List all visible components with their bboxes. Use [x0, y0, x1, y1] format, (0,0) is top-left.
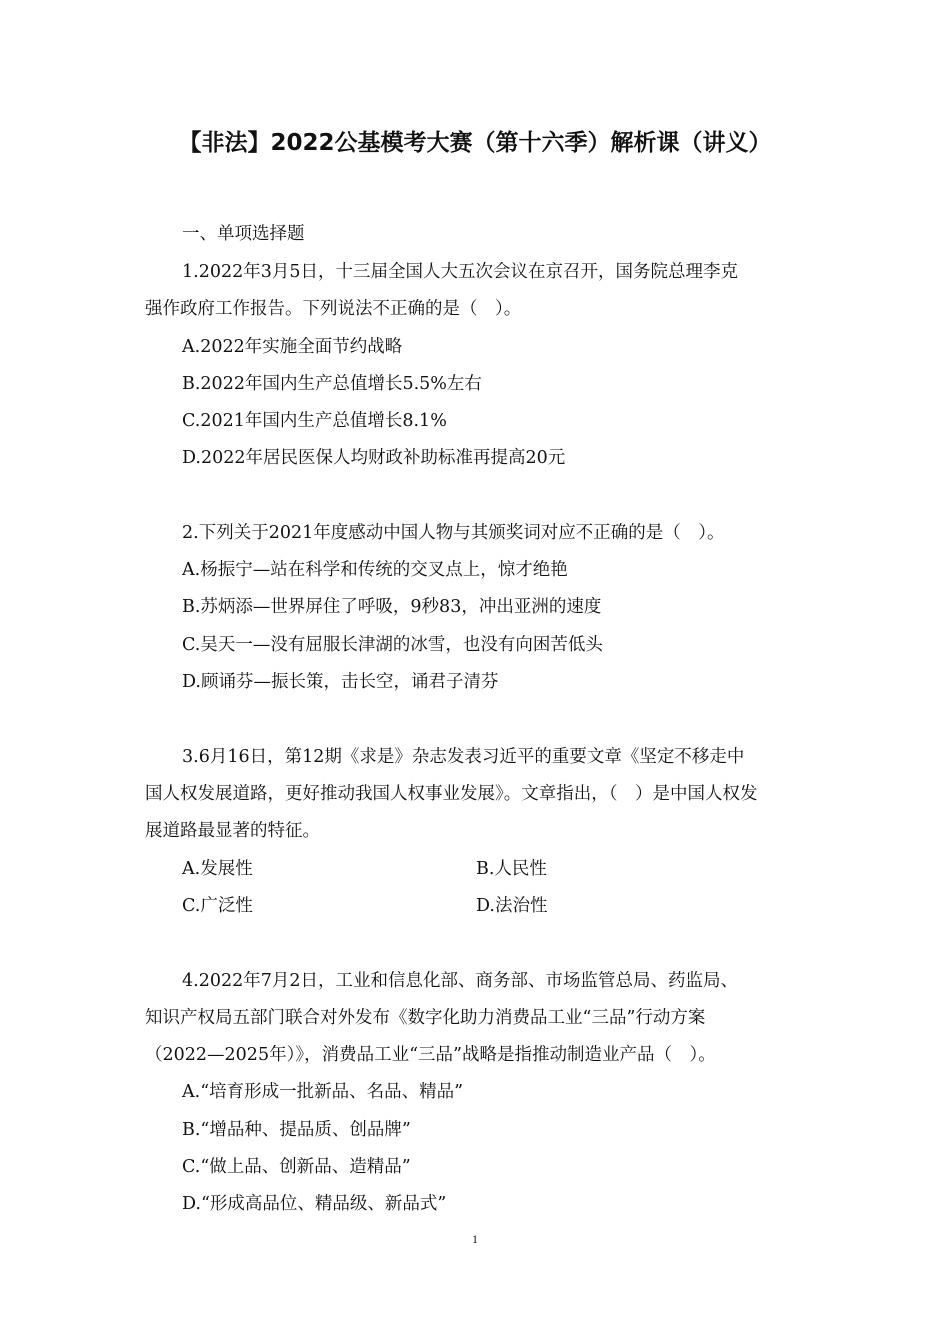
question-2-option-a: A.杨振宁—站在科学和传统的交叉点上，惊才绝艳	[182, 560, 568, 580]
question-3-option-b: B.人民性	[476, 859, 547, 879]
page-number: 1	[472, 1232, 478, 1246]
question-2-option-c: C.吴天一—没有屈服长津湖的冰雪，也没有向困苦低头	[182, 635, 603, 655]
question-1-option-d: D.2022年居民医保人均财政补助标准再提高20元	[182, 448, 566, 468]
question-3-stem-line-2: 国人权发展道路，更好推动我国人权事业发展》。文章指出，（ ）是中国人权发	[145, 784, 758, 804]
question-4-option-c: C.“做上品、创新品、造精品”	[182, 1157, 411, 1177]
question-4-stem-line-2: 知识产权局五部门联合对外发布《数字化助力消费品工业“三品”行动方案	[145, 1008, 706, 1028]
question-1-stem-line-1: 1.2022年3月5日，十三届全国人大五次会议在京召开，国务院总理李克	[182, 262, 738, 282]
question-2-option-b: B.苏炳添—世界屏住了呼吸，9秒83，冲出亚洲的速度	[182, 597, 602, 617]
question-2-stem-line-1: 2.下列关于2021年度感动中国人物与其颁奖词对应不正确的是（ ）。	[182, 523, 725, 543]
question-4-stem-line-3: （2022—2025年）》，消费品工业“三品”战略是指推动制造业产品（ ）。	[145, 1045, 716, 1065]
question-2-option-d: D.顾诵芬—振长策，击长空，诵君子清芬	[182, 672, 499, 692]
question-1-option-c: C.2021年国内生产总值增长8.1%	[182, 411, 447, 431]
question-3-option-c: C.广泛性	[182, 896, 253, 916]
question-4-option-d: D.“形成高品位、精品级、新品式”	[182, 1194, 447, 1214]
question-3-stem-line-3: 展道路最显著的特征。	[145, 821, 320, 841]
question-3-stem-line-1: 3.6月16日，第12期《求是》杂志发表习近平的重要文章《坚定不移走中	[182, 747, 745, 767]
question-1-option-b: B.2022年国内生产总值增长5.5%左右	[182, 374, 482, 394]
question-3-option-d: D.法治性	[476, 896, 548, 916]
document-title: 【非法】2022公基模考大赛（第十六季）解析课（讲义）	[178, 130, 772, 156]
question-4-option-b: B.“增品种、提品质、创品牌”	[182, 1120, 411, 1140]
question-4-stem-line-1: 4.2022年7月2日，工业和信息化部、商务部、市场监管总局、药监局、	[182, 971, 738, 991]
section-heading: 一、单项选择题	[182, 224, 305, 244]
question-1-option-a: A.2022年实施全面节约战略	[182, 337, 403, 357]
question-1-stem-line-2: 强作政府工作报告。下列说法不正确的是（ ）。	[145, 299, 522, 319]
question-4-option-a: A.“培育形成一批新品、名品、精品”	[182, 1082, 464, 1102]
question-3-option-a: A.发展性	[182, 859, 253, 879]
